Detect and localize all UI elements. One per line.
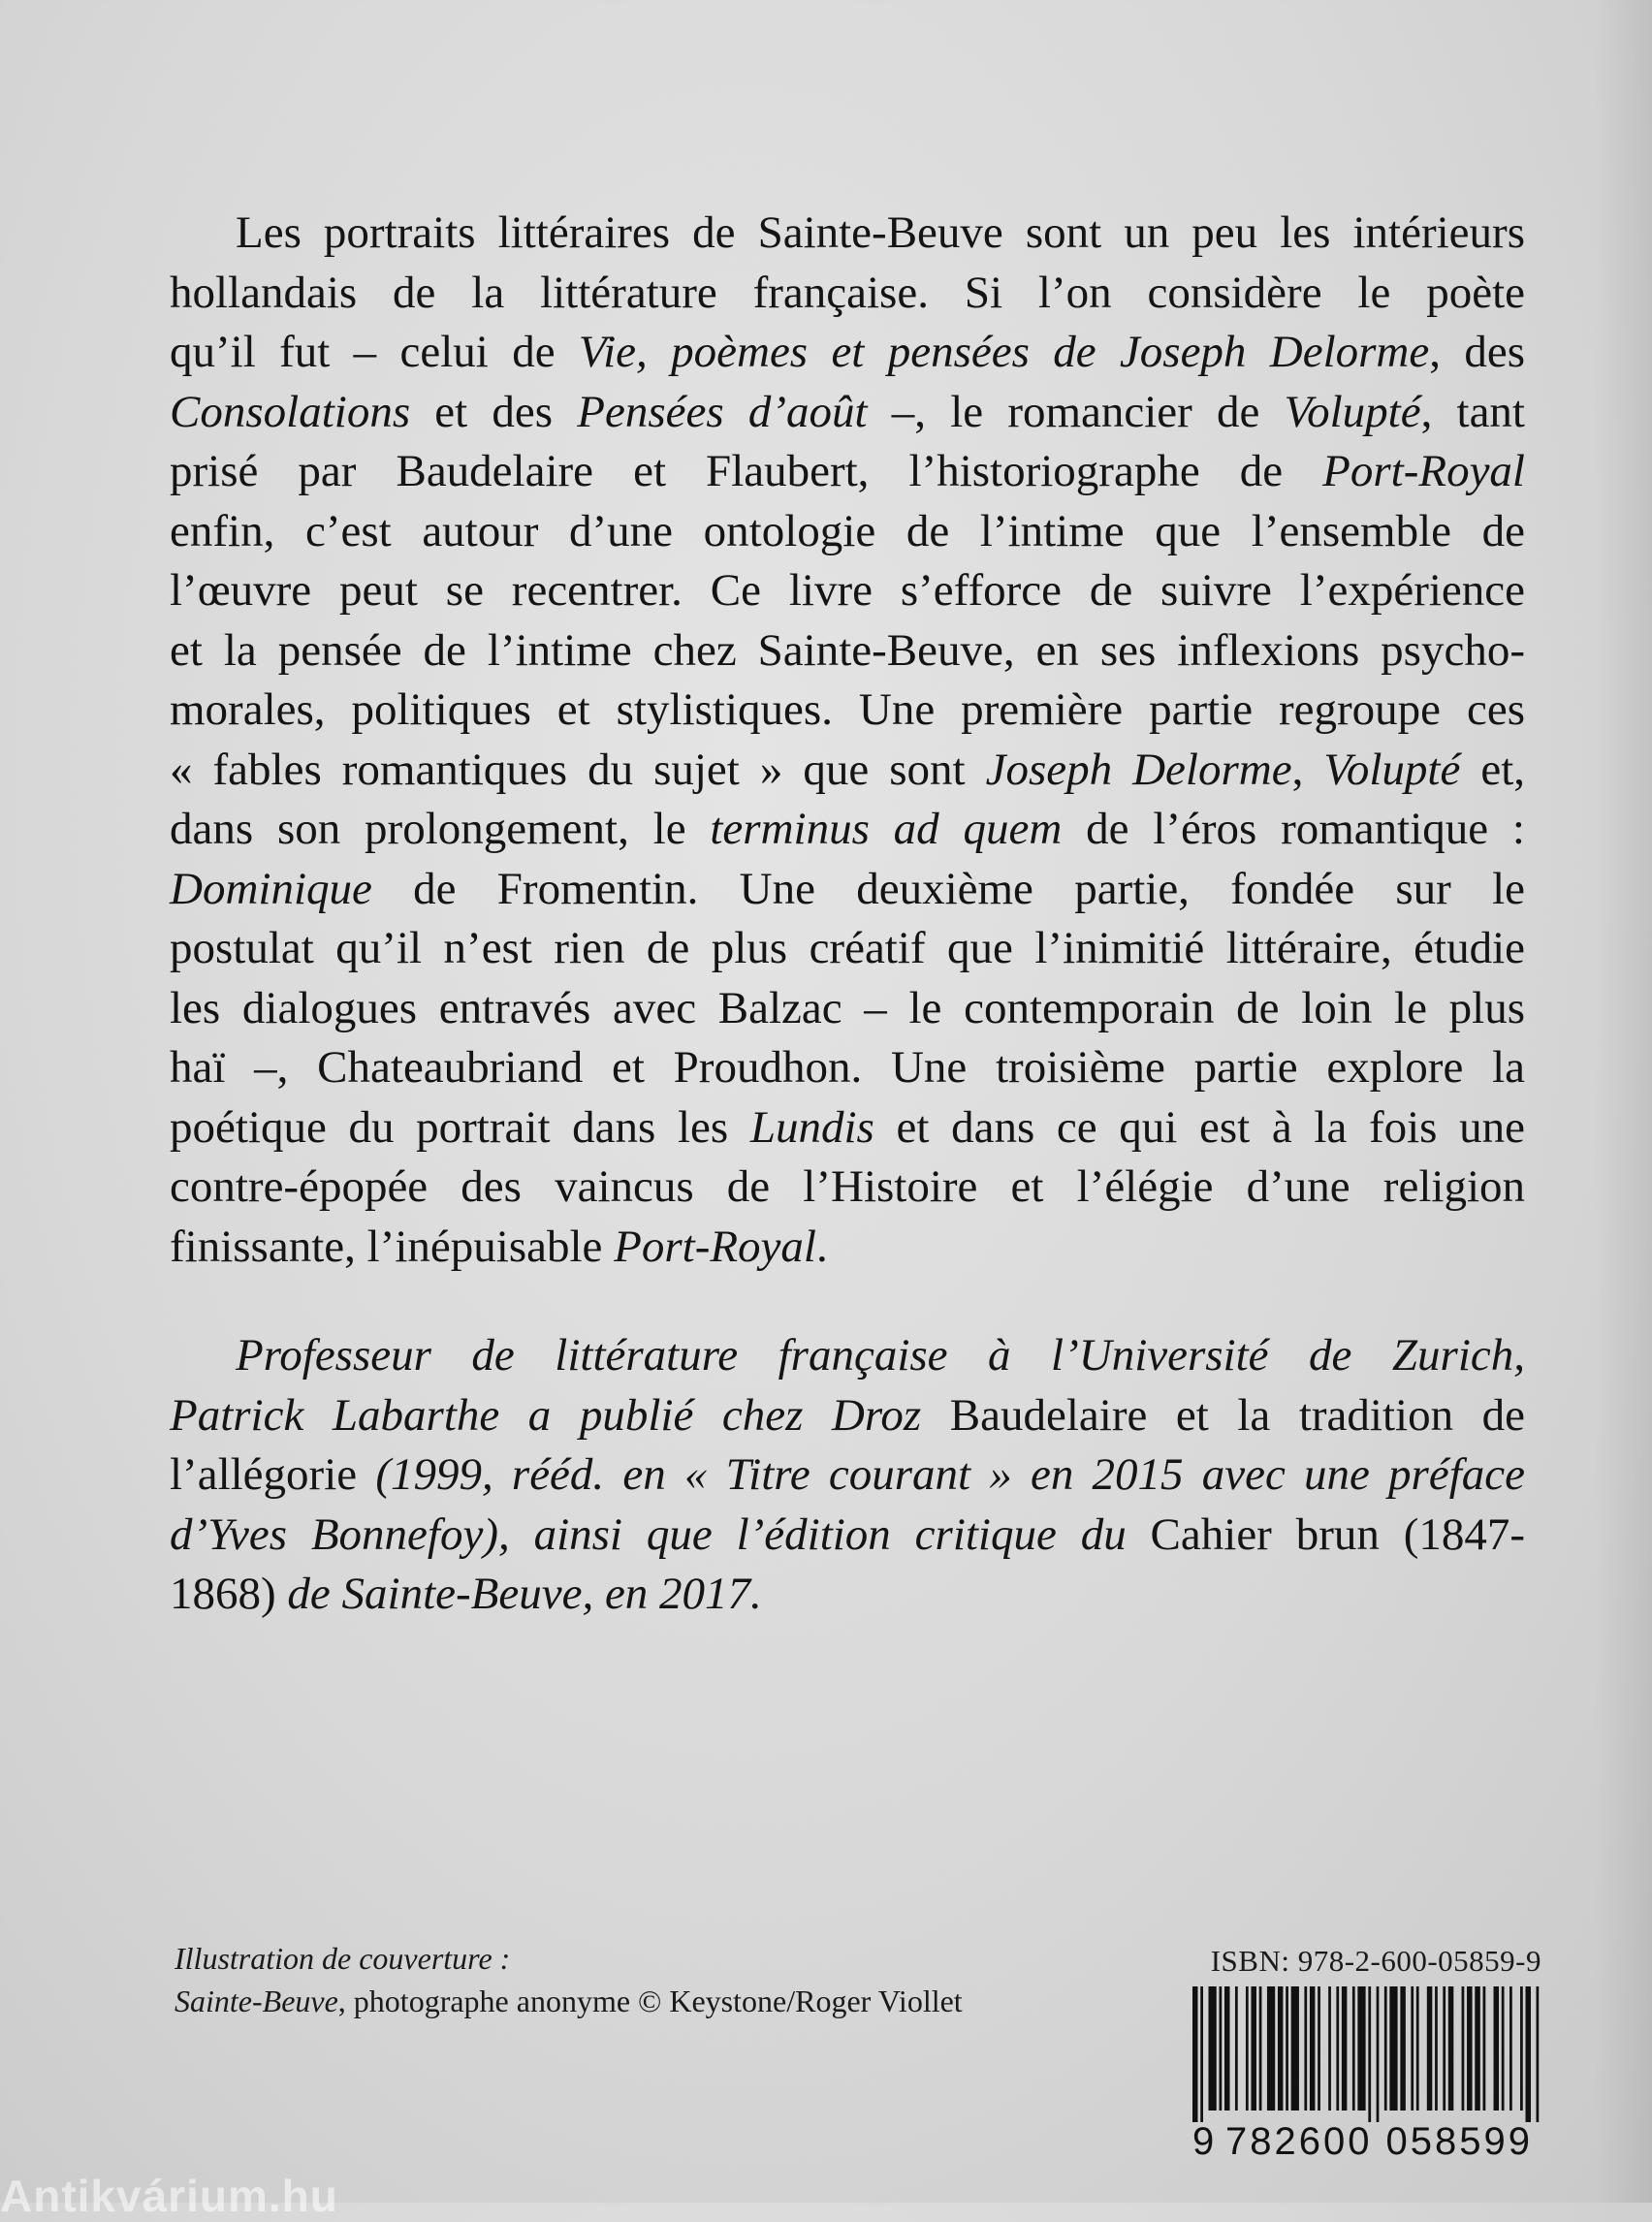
summary-line bbox=[170, 383, 1525, 443]
summary-line bbox=[170, 204, 1525, 264]
summary-text-segment: Vie, poèmes et pensées de Joseph Delorme bbox=[578, 327, 1430, 377]
summary-text-segment: et, bbox=[1460, 744, 1526, 795]
summary-text-segment: Port-Royal bbox=[1322, 446, 1525, 496]
barcode-bar bbox=[1224, 1986, 1230, 2111]
summary-text-segment: terminus ad quem bbox=[710, 804, 1063, 854]
barcode-bar bbox=[1435, 1986, 1438, 2111]
barcode-bar bbox=[1352, 1986, 1355, 2111]
barcode-bar bbox=[1443, 1986, 1446, 2111]
summary-text-segment: les dialogues entravés avec Balzac – le contemporain de loin le plus bbox=[170, 982, 1525, 1033]
summary-text-segment: poétique du portrait dans les bbox=[170, 1101, 750, 1153]
barcode-bar bbox=[1520, 1986, 1523, 2111]
barcode-bar bbox=[1246, 1986, 1249, 2111]
isbn-block bbox=[1192, 1944, 1541, 2163]
barcode-bar bbox=[1448, 1986, 1454, 2111]
cover-credit bbox=[175, 1937, 963, 2022]
summary-line bbox=[170, 1098, 1525, 1159]
barcode-digit-lead: 9 bbox=[1192, 2120, 1218, 2163]
barcode-digits bbox=[1192, 2120, 1541, 2163]
summary-text-segment: , tant bbox=[1420, 386, 1525, 437]
summary-text-segment: et des bbox=[410, 386, 578, 437]
summary-text-segment: Consolations bbox=[170, 386, 411, 437]
summary-text-segment: haï –, Chateaubriand et Proudhon. Une troisième partie explore la bbox=[170, 1042, 1525, 1093]
author-bio-paragraph bbox=[170, 1326, 1525, 1625]
barcode-bar bbox=[1342, 1986, 1348, 2111]
barcode-bar bbox=[1416, 1986, 1419, 2111]
summary-line bbox=[170, 860, 1525, 920]
watermark: Antikvárium.hu bbox=[0, 2171, 338, 2221]
barcode-bar bbox=[1286, 1986, 1288, 2111]
barcode-bar bbox=[1537, 1986, 1540, 2122]
summary-text-segment: Dominique bbox=[170, 863, 372, 914]
bio-line bbox=[170, 1565, 1525, 1625]
barcode-bar bbox=[1400, 1986, 1406, 2111]
barcode-bar bbox=[1526, 1986, 1532, 2122]
summary-text-segment: et dans ce qui est à la fois une bbox=[874, 1101, 1525, 1153]
summary-text-segment: contre-épopée des vaincus de l’Histoire et l’élégie d’une religion bbox=[170, 1161, 1525, 1212]
barcode-bar bbox=[1310, 1986, 1316, 2111]
bio-text-segment: (1999, rééd. en « Titre courant » en 2015 avec une préface bbox=[375, 1449, 1525, 1500]
isbn-label: ISBN: 978-2-600-05859-9 bbox=[1210, 1944, 1541, 1978]
summary-text-segment: « fables romantiques du sujet » que sont bbox=[170, 744, 986, 795]
summary-text-segment: Pensées d’août bbox=[577, 386, 868, 437]
barcode-bar bbox=[1368, 1986, 1371, 2122]
summary-text-segment: prisé par Baudelaire et Flaubert, l’historiographe de bbox=[170, 446, 1323, 496]
summary-line bbox=[170, 323, 1525, 383]
barcode-bar bbox=[1278, 1986, 1284, 2111]
barcode-bar bbox=[1384, 1986, 1387, 2111]
barcode-bar bbox=[1251, 1986, 1256, 2111]
summary-line bbox=[170, 1038, 1525, 1098]
summary-text-segment: dans son prolongement, le bbox=[170, 804, 711, 854]
bio-text-segment: d’Yves Bonnefoy), ainsi que l’édition critique du bbox=[170, 1508, 1127, 1560]
barcode-bar bbox=[1267, 1986, 1275, 2111]
summary-text-segment: de l’éros romantique : bbox=[1062, 804, 1525, 854]
summary-text-segment: Joseph Delorme bbox=[985, 744, 1292, 795]
summary-line bbox=[170, 979, 1525, 1039]
summary-line bbox=[170, 741, 1525, 801]
summary-text-segment: l’œuvre peut se recentrer. Ce livre s’efforce de suivre l’expérience bbox=[170, 565, 1525, 616]
bio-text-segment: l’allégorie bbox=[170, 1449, 376, 1500]
summary-text-segment: qu’il fut – celui de bbox=[170, 327, 579, 377]
summary-text-segment: –, le romancier de bbox=[867, 386, 1285, 437]
barcode-bar bbox=[1235, 1986, 1238, 2111]
barcode-bar bbox=[1304, 1986, 1307, 2111]
summary-line bbox=[170, 919, 1525, 979]
summary-text-segment: Port-Royal bbox=[614, 1221, 816, 1272]
bio-text-segment: Professeur de littérature française à l’Université de Zurich, bbox=[236, 1330, 1525, 1381]
barcode-bar bbox=[1318, 1986, 1320, 2111]
summary-text-segment: morales, politiques et stylistiques. Une première partie regroupe ces bbox=[170, 684, 1525, 735]
barcode-digits-left: 782600 bbox=[1225, 2120, 1373, 2163]
barcode bbox=[1192, 1986, 1541, 2122]
summary-line bbox=[170, 502, 1525, 562]
summary-text-segment: de Fromentin. Une deuxième partie, fondée sur le bbox=[371, 863, 1525, 914]
barcode-bar bbox=[1192, 1986, 1198, 2122]
summary-text-segment: , des bbox=[1429, 327, 1525, 377]
barcode-bar bbox=[1483, 1986, 1486, 2111]
bio-line bbox=[170, 1506, 1525, 1566]
barcode-bar bbox=[1427, 1986, 1433, 2111]
barcode-bar bbox=[1377, 1986, 1380, 2122]
summary-text-segment: finissante, l’inépuisable bbox=[170, 1221, 615, 1272]
bio-text-segment: Baudelaire et la tradition de bbox=[921, 1389, 1525, 1441]
barcode-bar bbox=[1357, 1986, 1365, 2111]
bio-line bbox=[170, 1386, 1525, 1446]
summary-paragraph bbox=[170, 204, 1525, 1277]
summary-line bbox=[170, 621, 1525, 682]
barcode-bar bbox=[1411, 1986, 1414, 2111]
summary-line bbox=[170, 1158, 1525, 1218]
page-edge-shadow bbox=[1594, 0, 1652, 2203]
barcode-bar bbox=[1502, 1986, 1505, 2111]
summary-text-segment: et la pensée de l’intime chez Sainte-Beuve, en ses inflexions psycho- bbox=[170, 624, 1525, 676]
summary-text-segment: enfin, c’est autour d’une ontologie de l’intime que l’ensemble de bbox=[170, 505, 1525, 556]
summary-text-segment: . bbox=[815, 1221, 828, 1272]
barcode-bar bbox=[1291, 1986, 1299, 2111]
summary-text-segment: hollandais de la littérature française. Si l’on considère le poète bbox=[170, 267, 1525, 318]
bio-line bbox=[170, 1445, 1525, 1506]
barcode-bar bbox=[1208, 1986, 1216, 2111]
barcode-bar bbox=[1389, 1986, 1397, 2111]
barcode-bar bbox=[1200, 1986, 1203, 2122]
credit-subject: Sainte-Beuve bbox=[175, 1984, 338, 2018]
barcode-bar bbox=[1494, 1986, 1500, 2111]
summary-line bbox=[170, 800, 1525, 860]
summary-text-segment: Volupté bbox=[1284, 386, 1421, 437]
bio-text-segment: Cahier brun (1847- bbox=[1126, 1508, 1525, 1560]
credit-caption: Illustration de couverture : bbox=[175, 1941, 511, 1976]
barcode-bar bbox=[1219, 1986, 1222, 2111]
barcode-bar bbox=[1259, 1986, 1262, 2111]
summary-text-segment: postulat qu’il n’est rien de plus créatif que l’inimitié littéraire, étudie bbox=[170, 923, 1525, 973]
summary-text-segment: , bbox=[1291, 744, 1324, 795]
barcode-bar bbox=[1467, 1986, 1473, 2111]
credit-source-line bbox=[175, 1980, 963, 2022]
credit-source: , photographe anonyme © Keystone/Roger Viollet bbox=[337, 1984, 963, 2018]
summary-line bbox=[170, 1218, 1525, 1278]
bio-line bbox=[170, 1326, 1525, 1386]
summary-line bbox=[170, 561, 1525, 621]
barcode-bar bbox=[1475, 1986, 1480, 2111]
barcode-bar bbox=[1462, 1986, 1465, 2111]
barcode-bar bbox=[1336, 1986, 1339, 2111]
summary-line bbox=[170, 264, 1525, 324]
summary-text-segment: Volupté bbox=[1323, 744, 1461, 795]
barcode-bar bbox=[1328, 1986, 1331, 2111]
bio-text-segment: 1868) bbox=[170, 1569, 288, 1619]
bio-text-segment: de Sainte-Beuve, en 2017. bbox=[287, 1569, 762, 1619]
summary-text-segment: Lundis bbox=[749, 1101, 874, 1153]
bio-text-segment: Patrick Labarthe a publié chez Droz bbox=[170, 1389, 922, 1441]
barcode-digits-right: 058599 bbox=[1385, 2120, 1533, 2163]
summary-line bbox=[170, 442, 1525, 502]
summary-text-segment: Les portraits littéraires de Sainte-Beuve sont un peu les intérieurs bbox=[236, 207, 1525, 258]
barcode-bar bbox=[1509, 1986, 1512, 2111]
summary-line bbox=[170, 681, 1525, 741]
